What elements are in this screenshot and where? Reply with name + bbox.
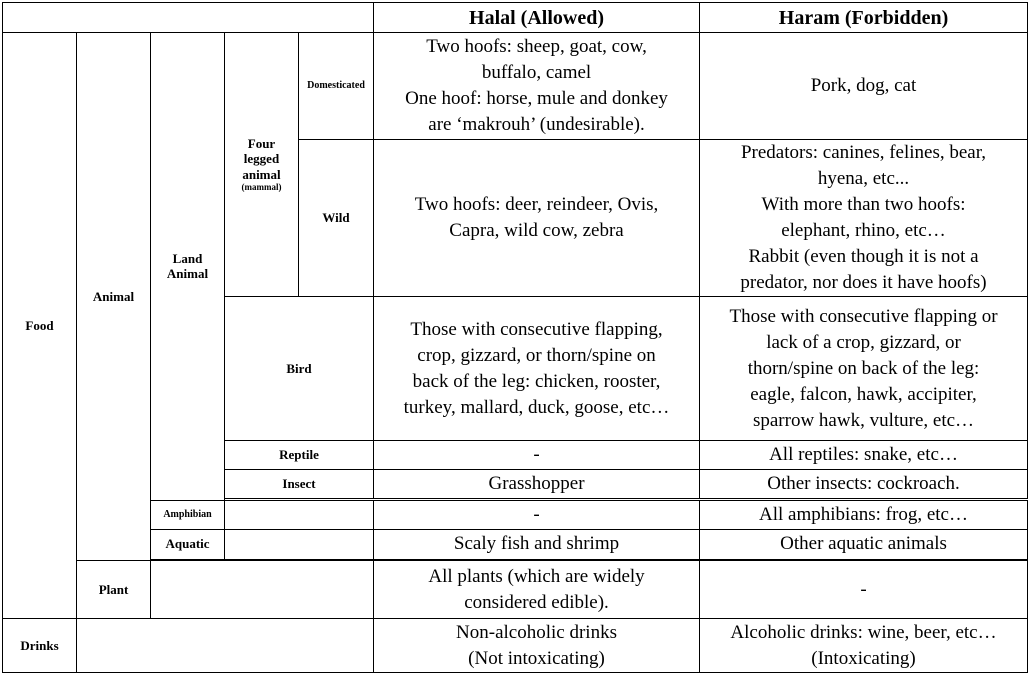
cell-wild-haram: Predators: canines, felines, bear, hyena, etc... With more than two hoofs: elephant, rhino, etc… Rabbit (even though it is not a predator, nor does it have hoofs): [700, 140, 1028, 297]
aquatic-blank-cell: [225, 529, 374, 559]
category-insect: Insect: [225, 470, 374, 499]
halal-haram-table: [2, 2, 1028, 673]
cell-plant-halal: All plants (which are widely considered edible).: [374, 561, 700, 619]
category-amphibian: Amphibian: [151, 500, 225, 529]
cell-aquatic-halal: Scaly fish and shrimp: [374, 529, 700, 559]
category-land-animal: Land Animal: [151, 33, 225, 501]
cell-drinks-halal: Non-alcoholic drinks (Not intoxicating): [374, 619, 700, 673]
category-wild: Wild: [299, 140, 374, 297]
cell-amphibian-haram: All amphibians: frog, etc…: [700, 500, 1028, 529]
cell-insect-halal: Grasshopper: [374, 470, 700, 499]
category-food: Food: [3, 33, 77, 619]
four-legged-note: (mammal): [241, 182, 282, 193]
table-row-aquatic: [3, 529, 1028, 559]
amphibian-blank-cell: [225, 500, 374, 529]
category-reptile: Reptile: [225, 441, 374, 470]
cell-reptile-halal: -: [374, 441, 700, 470]
cell-insect-haram: Other insects: cockroach.: [700, 470, 1028, 499]
table-row-amphibian: [3, 500, 1028, 529]
cell-amphibian-halal: -: [374, 500, 700, 529]
category-aquatic: Aquatic: [151, 529, 225, 559]
table-row-plant: [3, 561, 1028, 619]
drinks-blank-cell: [77, 619, 374, 673]
table-row-domesticated: [3, 33, 1028, 140]
header-halal: Halal (Allowed): [374, 3, 700, 33]
header-blank-cell: [3, 3, 374, 33]
cell-bird-haram: Those with consecutive flapping or lack of a crop, gizzard, or thorn/spine on back of the leg: eagle, falcon, hawk, accipiter, sparrow hawk, vulture, etc…: [700, 297, 1028, 441]
cell-wild-halal: Two hoofs: deer, reindeer, Ovis, Capra, wild cow, zebra: [374, 140, 700, 297]
category-domesticated: Domesticated: [299, 33, 374, 140]
cell-drinks-haram: Alcoholic drinks: wine, beer, etc… (Intoxicating): [700, 619, 1028, 673]
category-plant: Plant: [77, 561, 151, 619]
cell-aquatic-haram: Other aquatic animals: [700, 529, 1028, 559]
cell-plant-haram: -: [700, 561, 1028, 619]
four-legged-label: Four legged animal: [242, 135, 281, 182]
plant-blank-cell: [151, 561, 374, 619]
table-row-drinks: [3, 619, 1028, 673]
cell-reptile-haram: All reptiles: snake, etc…: [700, 441, 1028, 470]
category-bird: Bird: [225, 297, 374, 441]
header-haram: Haram (Forbidden): [700, 3, 1028, 33]
cell-domesticated-halal: Two hoofs: sheep, goat, cow, buffalo, camel One hoof: horse, mule and donkey are ‘makrouh’ (undesirable).: [374, 33, 700, 140]
cell-bird-halal: Those with consecutive flapping, crop, gizzard, or thorn/spine on back of the leg: chicken, rooster, turkey, mallard, duck, goose, etc…: [374, 297, 700, 441]
header-row: [3, 3, 1028, 33]
category-drinks: Drinks: [3, 619, 77, 673]
category-four-legged: [225, 33, 299, 297]
category-animal: Animal: [77, 33, 151, 561]
cell-domesticated-haram: Pork, dog, cat: [700, 33, 1028, 140]
